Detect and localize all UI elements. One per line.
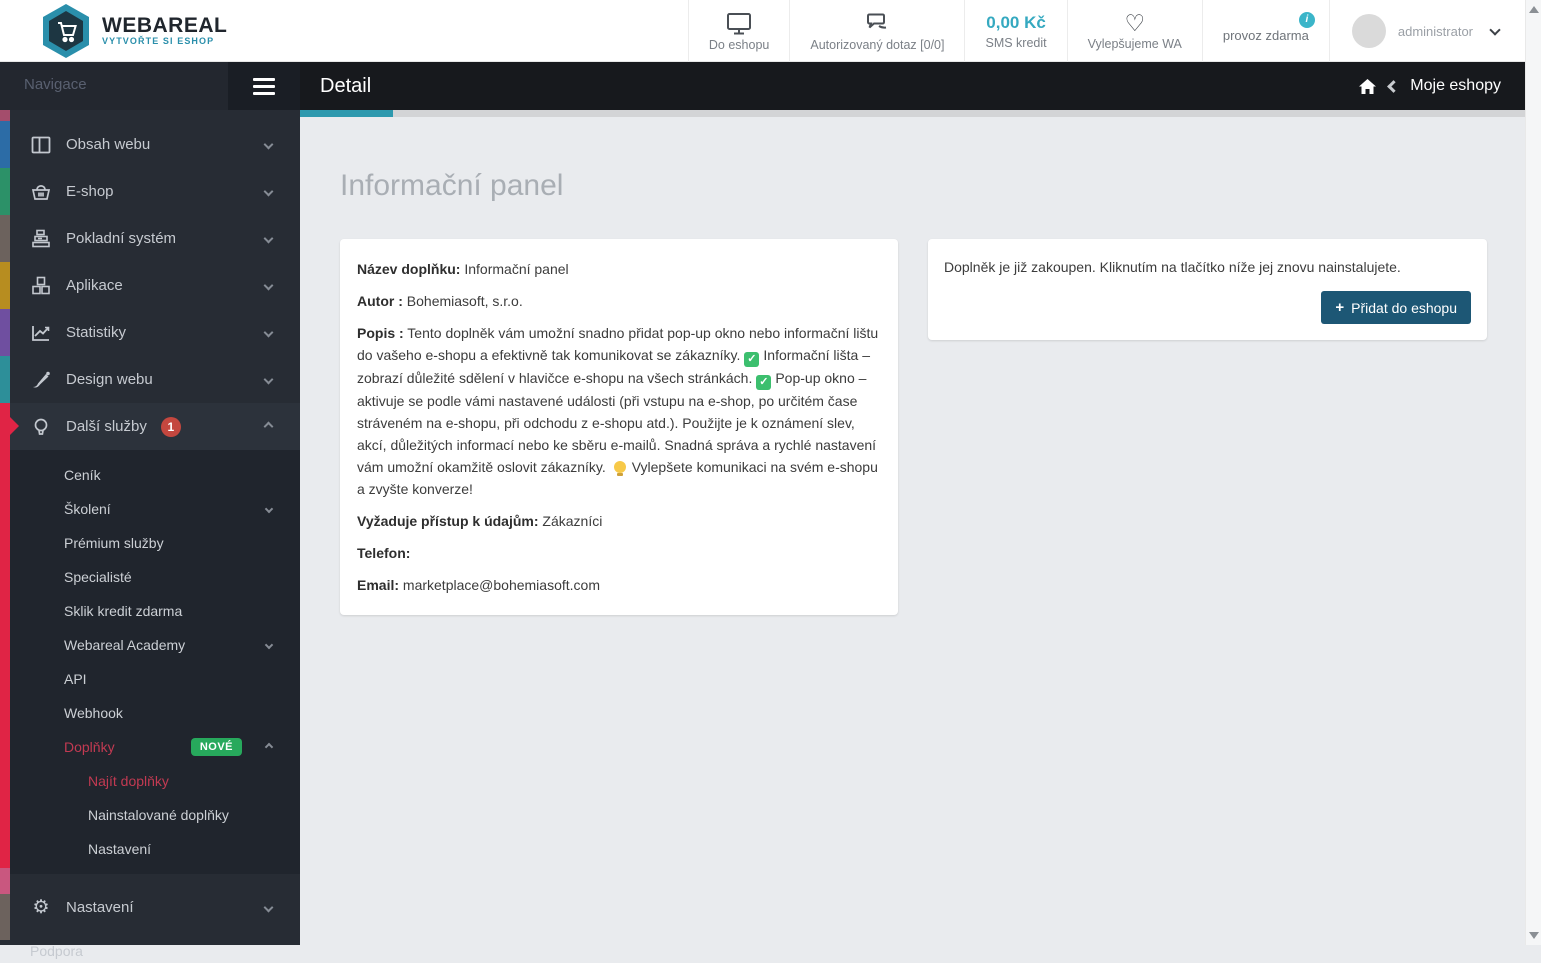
chevron-down-icon [264,903,274,913]
addon-name-value: Informační panel [460,261,569,277]
submenu-label: Ceník [64,467,101,483]
sidebar-item-label: Aplikace [66,277,123,294]
submenu-item-nastaveni-doplnku[interactable] [0,832,300,866]
free-operation-label: provoz zdarma [1222,27,1309,43]
chevron-down-icon [264,328,274,338]
sidebar-item-obsah-webu[interactable] [0,121,300,168]
user-avatar [1352,14,1386,48]
page-scrollbar[interactable] [1525,0,1541,945]
submenu-label: Prémium služby [64,535,164,551]
addon-phone-label: Telefon: [357,545,411,561]
line-chart-icon [30,322,52,344]
addon-email-value: marketplace@bohemiasoft.com [399,577,600,593]
tab-underline-track [300,110,1525,117]
info-badge-icon: i [1299,12,1315,28]
paintbrush-icon [30,369,52,391]
addon-author-label: Autor : [357,293,403,309]
hamburger-icon [253,78,275,95]
addon-name-row [357,258,881,280]
addon-detail-card [340,239,898,615]
description-part-3: Pop-up okno – aktivuje se podle vámi nastavené události (při vstupu na e-shop, po určitém čase stráveném na e-shopu, při odchodu z e-shopu atd.). Použijte je k oznámení slev, akcí, důležitých informací nebo ke sběru e-mailů. Snadná správa a rychlé nastavení vám umožní okamžitě oslovit zákazníky. [357,370,877,475]
addon-email-label: Email: [357,577,400,593]
chevron-up-icon [264,422,274,432]
sms-credit-label: SMS kredit [985,35,1047,50]
sidebar-item-label: Nastavení [66,899,134,916]
submenu-label: Doplňky [64,739,115,755]
sidebar-main-menu [0,121,300,450]
check-emoji: ✓ [744,352,759,367]
sidebar-item-statistiky[interactable] [0,309,300,356]
brand-tagline: VYTVOŘTE SI ESHOP [102,35,215,46]
submenu-label: Nainstalované doplňky [88,807,229,823]
heart-icon: ♡ [1124,9,1146,36]
improving-wa-label: Vylepšujeme WA [1087,36,1182,51]
top-header [0,0,1525,62]
addon-name-label: Název doplňku: [357,261,461,277]
main-content [300,117,1525,945]
submenu-label: Webareal Academy [64,637,186,653]
addon-description-label: Popis : [357,325,404,341]
home-icon[interactable] [1358,78,1377,95]
lightbulb-icon [30,416,52,438]
submenu-label: API [64,671,87,687]
cash-register-icon [30,228,52,250]
purchase-status-message: Doplněk je již zakoupen. Kliknutím na tlačítko níže jej znovu nainstalujete. [944,259,1401,275]
header-toolbar [688,0,1525,62]
add-to-eshop-button[interactable] [1321,291,1471,324]
submenu-item-specialiste[interactable] [0,560,300,594]
chat-bubble-icon [864,11,890,35]
plus-icon: + [1335,299,1345,316]
go-to-eshop-button[interactable] [688,0,789,62]
submenu-item-sklik-kredit[interactable] [0,594,300,628]
sidebar-item-label: Design webu [66,371,153,388]
sidebar-bottom-menu [0,884,300,963]
sidebar-item-pokladni-system[interactable] [0,215,300,262]
cards-row [340,239,1525,615]
notification-count-badge: 1 [161,417,181,437]
addon-access-value: Zákazníci [538,513,603,529]
sidebar-item-aplikace[interactable] [0,262,300,309]
user-menu[interactable] [1329,0,1525,62]
new-badge: NOVÉ [191,738,242,756]
addon-author-row [357,290,881,312]
chevron-down-icon [264,234,274,244]
description-part-2: Informační lišta – zobrazí důležité sdělení v hlavičce e-shopu na všech stránkách. [357,347,871,386]
chevron-down-icon [265,505,273,513]
sidebar-item-nastaveni[interactable] [0,884,300,931]
free-operation-button[interactable] [1202,0,1329,62]
strip-pink-top [0,110,10,121]
chevron-left-icon[interactable] [1387,80,1400,93]
addon-description-row [357,322,881,500]
addon-email-row [357,574,881,596]
addon-access-label: Vyžaduje přístup k údajům: [357,513,539,529]
bulb-emoji [614,461,626,473]
submenu-item-nainstalovane-doplnky[interactable] [0,798,300,832]
breadcrumb [1358,77,1501,95]
brand-name: WEBAREAL [102,13,228,37]
chevron-down-icon [264,140,274,150]
submenu-item-doplnky[interactable] [0,730,300,764]
description-part-1: Tento doplněk vám umožní snadno přidat pop-up okno nebo informační lištu do vašeho e-shopu a efektivně tak komunikovat se zákazníky. [357,325,879,363]
sidebar-header-label: Navigace [24,76,87,93]
submenu-item-webareal-academy[interactable] [0,628,300,662]
sidebar-item-label: Statistiky [66,324,127,341]
sidebar-collapse-button[interactable] [228,62,300,110]
columns-icon [30,134,52,156]
logo-text [102,13,228,46]
addon-phone-row [357,542,881,564]
purchase-actions [944,291,1471,324]
go-to-eshop-label: Do eshopu [708,37,770,52]
submenu-item-premium-sluzby[interactable] [0,526,300,560]
breadcrumb-moje-eshopy[interactable]: Moje eshopy [1410,77,1501,94]
submenu-item-najit-doplnky[interactable] [0,764,300,798]
sidebar-navigation [0,62,300,959]
submenu-label: Specialisté [64,569,132,585]
sidebar-item-podpora[interactable] [0,943,300,963]
scroll-up-arrow[interactable] [1529,6,1539,13]
sidebar-item-eshop[interactable] [0,168,300,215]
scroll-down-arrow[interactable] [1529,932,1539,939]
sidebar-submenu-dalsi-sluzby [0,450,300,874]
submenu-item-webhook[interactable] [0,696,300,730]
submenu-item-skoleni[interactable] [0,492,300,526]
sidebar-item-label: Obsah webu [66,136,151,153]
sidebar-item-label: Podpora [30,943,83,959]
submenu-label: Najít doplňky [88,773,169,789]
submenu-label: Webhook [64,705,123,721]
improving-wa-button[interactable] [1067,0,1202,62]
chevron-down-icon [264,375,274,385]
purchase-status-card [928,239,1487,340]
submenu-label: Sklik kredit zdarma [64,603,183,619]
sms-credit-button[interactable] [964,0,1066,62]
submenu-label: Nastavení [88,841,152,857]
chevron-down-icon [264,187,274,197]
basket-icon [30,181,52,203]
cubes-icon [30,275,52,297]
active-tab-underline [300,110,393,117]
page-title: Informační panel [340,169,564,202]
check-emoji: ✓ [756,375,771,390]
addon-access-row [357,510,881,532]
sms-credit-value: 0,00 Kč [986,12,1046,32]
chevron-down-icon [1489,24,1500,35]
content-tab-bar [300,62,1525,110]
chevron-down-icon [264,281,274,291]
webareal-logo[interactable] [0,3,227,59]
sidebar-item-dalsi-sluzby[interactable] [0,403,300,450]
sidebar-item-design-webu[interactable] [0,356,300,403]
monitor-icon [726,11,752,35]
sidebar-item-label: Další služby [66,418,147,435]
chevron-down-icon [265,641,273,649]
description-part-4: Vylepšete komunikaci na svém e-shopu a zvyšte konverze! [357,459,878,497]
authorized-question-label: Autorizovaný dotaz [0/0] [810,37,945,52]
user-name: administrator [1397,23,1473,39]
submenu-item-api[interactable] [0,662,300,696]
authorized-question-button[interactable] [789,0,964,62]
add-to-eshop-label: Přidat do eshopu [1351,299,1457,316]
tab-detail[interactable]: Detail [320,74,372,97]
sidebar-header [0,62,300,110]
webareal-hexagon-cart-icon [40,3,92,59]
sidebar-item-label: Pokladní systém [66,230,177,247]
chevron-up-icon [265,743,273,751]
sidebar-item-label: E-shop [66,183,114,200]
gears-icon: ⚙ [32,896,50,918]
submenu-label: Školení [64,501,111,517]
submenu-item-cenik[interactable] [0,458,300,492]
addon-author-value: Bohemiasoft, s.r.o. [402,293,523,309]
